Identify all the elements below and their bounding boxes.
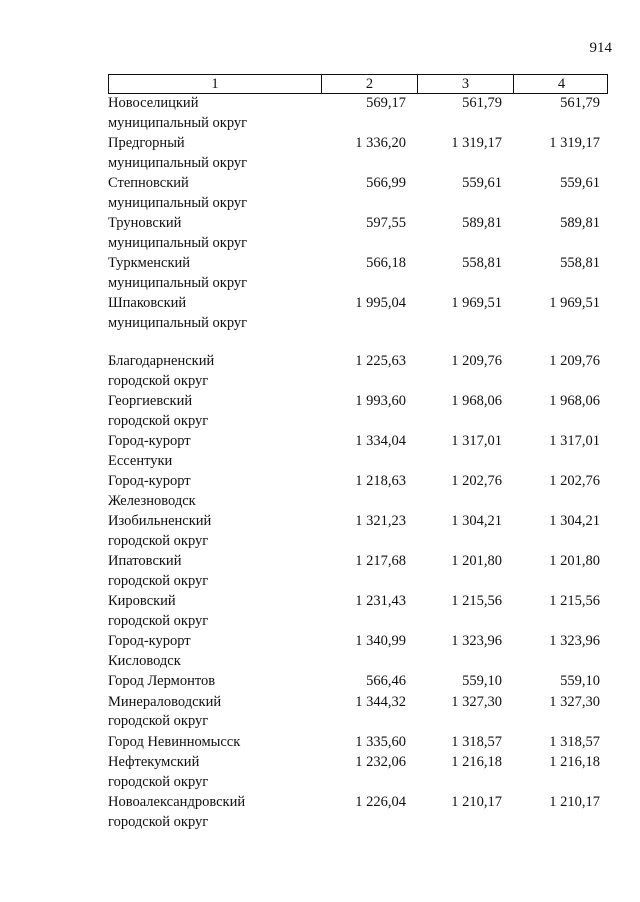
municipality-name-line: городской округ [108, 372, 209, 389]
value-col-3: 1 210,17 [451, 794, 502, 810]
section-gap [108, 334, 608, 352]
municipality-name [108, 693, 320, 732]
value-col-2: 569,17 [366, 95, 406, 111]
table-row [108, 672, 608, 692]
value-col-2: 1 995,04 [355, 295, 406, 311]
municipality-name [108, 512, 320, 551]
table-header [108, 74, 608, 94]
value-col-2: 597,55 [366, 215, 406, 231]
header-col-3: 3 [417, 75, 513, 93]
table-row [108, 94, 608, 133]
table-body [108, 94, 608, 832]
municipality-name-line: городской округ [108, 813, 209, 830]
municipality-name-line: Кисловодск [108, 652, 181, 669]
table-row [108, 392, 608, 431]
table-row [108, 174, 608, 213]
value-col-4: 558,81 [560, 255, 600, 271]
value-col-2: 1 336,20 [355, 135, 406, 151]
municipality-name-line: муниципальный округ [108, 274, 248, 291]
value-col-4: 1 323,96 [549, 633, 600, 649]
table-row [108, 432, 608, 471]
table-row [108, 793, 608, 832]
municipality-name-line: Минераловодский [108, 693, 222, 710]
table-row [108, 254, 608, 293]
value-col-2: 1 225,63 [355, 353, 406, 369]
municipality-name-line: городской округ [108, 572, 209, 589]
value-col-3: 589,81 [462, 215, 502, 231]
value-col-4: 1 318,57 [549, 733, 600, 750]
table-row [108, 512, 608, 551]
value-col-4: 589,81 [560, 215, 600, 231]
value-col-3: 1 304,21 [451, 513, 502, 529]
municipality-name-line: Новоселицкий [108, 95, 199, 111]
value-col-4: 1 327,30 [549, 693, 600, 710]
table-row [108, 472, 608, 511]
value-col-4: 561,79 [560, 95, 600, 111]
municipality-name [108, 432, 320, 471]
header-col-2: 2 [321, 75, 417, 93]
value-col-2: 566,18 [366, 255, 406, 271]
value-col-4: 1 215,56 [549, 593, 600, 609]
municipality-name [108, 94, 320, 133]
value-col-4: 1 202,76 [549, 473, 600, 489]
municipality-name-line: Нефтекумский [108, 754, 200, 770]
value-col-4: 1 216,18 [549, 754, 600, 770]
value-col-3: 559,61 [462, 175, 502, 191]
municipality-name-line: Благодарненский [108, 353, 215, 369]
municipality-name [108, 472, 320, 511]
municipality-name-line: Город Невинномысск [108, 733, 241, 750]
municipality-name-line: Труновский [108, 215, 182, 231]
value-col-3: 558,81 [462, 255, 502, 271]
value-col-4: 1 968,06 [549, 393, 600, 409]
municipality-name-line: Ипатовский [108, 553, 182, 569]
municipality-name-line: городской округ [108, 412, 209, 429]
value-col-4: 1 304,21 [549, 513, 600, 529]
municipality-name-line: Город-курорт [108, 473, 191, 489]
value-col-4: 1 317,01 [549, 433, 600, 449]
data-table [108, 74, 608, 833]
value-col-3: 1 327,30 [451, 693, 502, 710]
municipality-name-line: Георгиевский [108, 393, 193, 409]
value-col-3: 1 201,80 [451, 553, 502, 569]
value-col-2: 566,99 [366, 175, 406, 191]
municipality-name-line: Ессентуки [108, 452, 173, 469]
value-col-3: 1 317,01 [451, 433, 502, 449]
value-col-2: 1 344,32 [355, 693, 406, 710]
value-col-2: 1 340,99 [355, 633, 406, 649]
header-col-4: 4 [513, 75, 609, 93]
municipality-name-line: городской округ [108, 532, 209, 549]
municipality-name [108, 134, 320, 173]
municipality-name-line: Новоалександровский [108, 794, 246, 810]
value-col-2: 1 232,06 [355, 754, 406, 770]
value-col-2: 1 321,23 [355, 513, 406, 529]
value-col-3: 1 323,96 [451, 633, 502, 649]
municipality-name [108, 672, 320, 692]
value-col-3: 1 202,76 [451, 473, 502, 489]
value-col-4: 1 209,76 [549, 353, 600, 369]
table-row [108, 352, 608, 391]
municipality-name [108, 733, 320, 753]
value-col-2: 1 335,60 [355, 733, 406, 750]
municipality-name-line: Город-курорт [108, 633, 191, 649]
value-col-3: 1 318,57 [451, 733, 502, 750]
table-row [108, 592, 608, 631]
header-col-1: 1 [211, 76, 219, 92]
value-col-2: 1 226,04 [355, 794, 406, 810]
table-row [108, 552, 608, 591]
municipality-name-line: муниципальный округ [108, 154, 248, 171]
value-col-2: 1 231,43 [355, 593, 406, 609]
value-col-4: 1 969,51 [549, 295, 600, 311]
municipality-name-line: Степновский [108, 175, 189, 191]
value-col-3: 1 969,51 [451, 295, 502, 311]
value-col-2: 1 993,60 [355, 393, 406, 409]
value-col-4: 1 210,17 [549, 794, 600, 810]
page-number: 914 [589, 40, 612, 56]
municipality-name [108, 753, 320, 792]
value-col-3: 1 968,06 [451, 393, 502, 409]
municipality-name [108, 632, 320, 671]
table-row [108, 294, 608, 333]
municipality-name-line: Туркменский [108, 255, 191, 271]
municipality-name [108, 392, 320, 431]
value-col-3: 559,10 [462, 673, 502, 689]
value-col-3: 1 216,18 [451, 754, 502, 770]
municipality-name [108, 592, 320, 631]
value-col-3: 1 209,76 [451, 353, 502, 369]
municipality-name-line: Железноводск [108, 492, 196, 509]
municipality-name-line: Изобильненский [108, 513, 212, 529]
municipality-name-line: городской округ [108, 713, 209, 729]
value-col-3: 1 215,56 [451, 593, 502, 609]
municipality-name [108, 793, 320, 832]
municipality-name-line: Шпаковский [108, 295, 187, 311]
municipality-name-line: Кировский [108, 593, 176, 609]
table-row [108, 134, 608, 173]
value-col-3: 561,79 [462, 95, 502, 111]
municipality-name-line: городской округ [108, 612, 209, 629]
value-col-2: 1 218,63 [355, 473, 406, 489]
municipality-name [108, 174, 320, 213]
municipality-name [108, 214, 320, 253]
table-row [108, 733, 608, 753]
value-col-4: 1 201,80 [549, 553, 600, 569]
municipality-name-line: муниципальный округ [108, 314, 248, 331]
municipality-name [108, 352, 320, 391]
value-col-2: 566,46 [366, 673, 406, 689]
value-col-4: 559,61 [560, 175, 600, 191]
table-row [108, 632, 608, 671]
municipality-name-line: Город Лермонтов [108, 673, 216, 689]
table-row [108, 753, 608, 792]
municipality-name-line: Предгорный [108, 135, 185, 151]
value-col-4: 559,10 [560, 673, 600, 689]
municipality-name-line: муниципальный округ [108, 194, 248, 211]
municipality-name [108, 294, 320, 333]
municipality-name [108, 552, 320, 591]
municipality-name-line: Город-курорт [108, 433, 191, 449]
table-row [108, 214, 608, 253]
municipality-name-line: муниципальный округ [108, 234, 248, 251]
municipality-name-line: муниципальный округ [108, 114, 248, 131]
value-col-2: 1 334,04 [355, 433, 406, 449]
value-col-2: 1 217,68 [355, 553, 406, 569]
table-row [108, 693, 608, 732]
municipality-name-line: городской округ [108, 773, 209, 790]
value-col-4: 1 319,17 [549, 135, 600, 151]
value-col-3: 1 319,17 [451, 135, 502, 151]
municipality-name [108, 254, 320, 293]
